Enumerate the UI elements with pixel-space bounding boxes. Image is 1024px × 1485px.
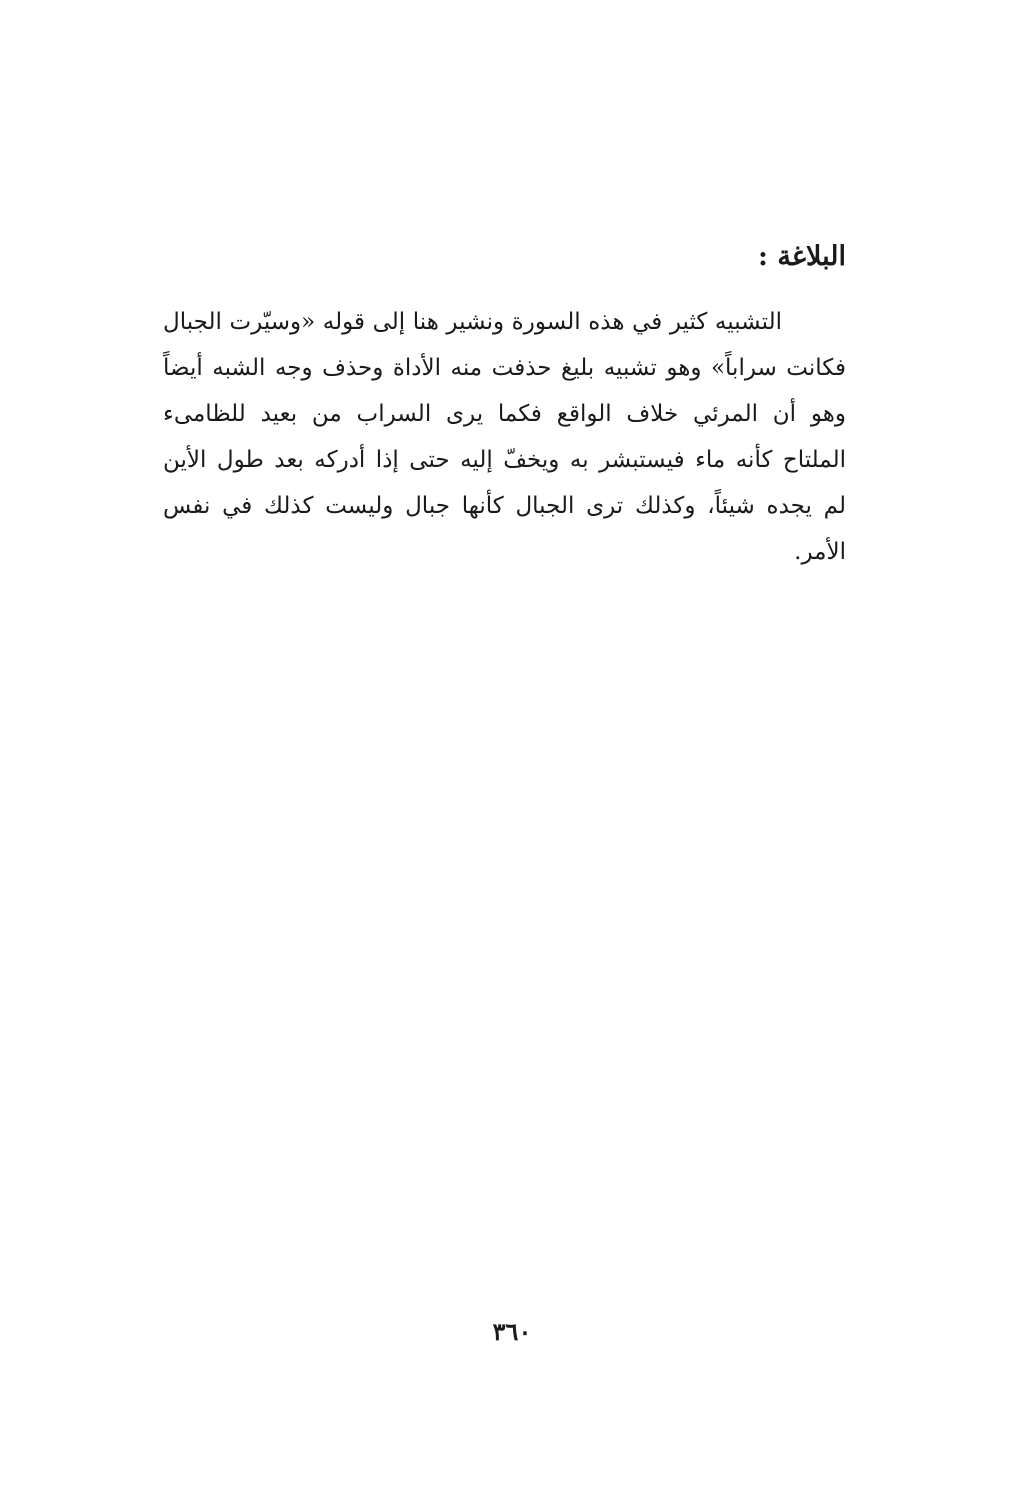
paragraph-line: وهو أن المرئي خلاف الواقع فكما يرى السراب من بعيد للظامىء (163, 401, 846, 427)
paragraph-line: الأمر. (794, 539, 846, 565)
paragraph-line: لم يجده شيئاً، وكذلك ترى الجبال كأنها جبال وليست كذلك في نفس (163, 493, 846, 519)
paragraph-line: الملتاح كأنه ماء فيستبشر به ويخفّ إليه حتى إذا أدركه بعد طول الأين (163, 447, 846, 473)
paragraph-line: التشبيه كثير في هذه السورة ونشير هنا إلى قوله «وسيّرت الجبال (163, 309, 782, 335)
section-heading: البلاغة : (758, 241, 846, 272)
paragraph-line: فكانت سراباً» وهو تشبيه بليغ حذفت منه الأداة وحذف وجه الشبه أيضاً (163, 355, 846, 381)
page-number: ٣٦٠ (492, 1317, 532, 1346)
body-paragraph (163, 299, 846, 575)
